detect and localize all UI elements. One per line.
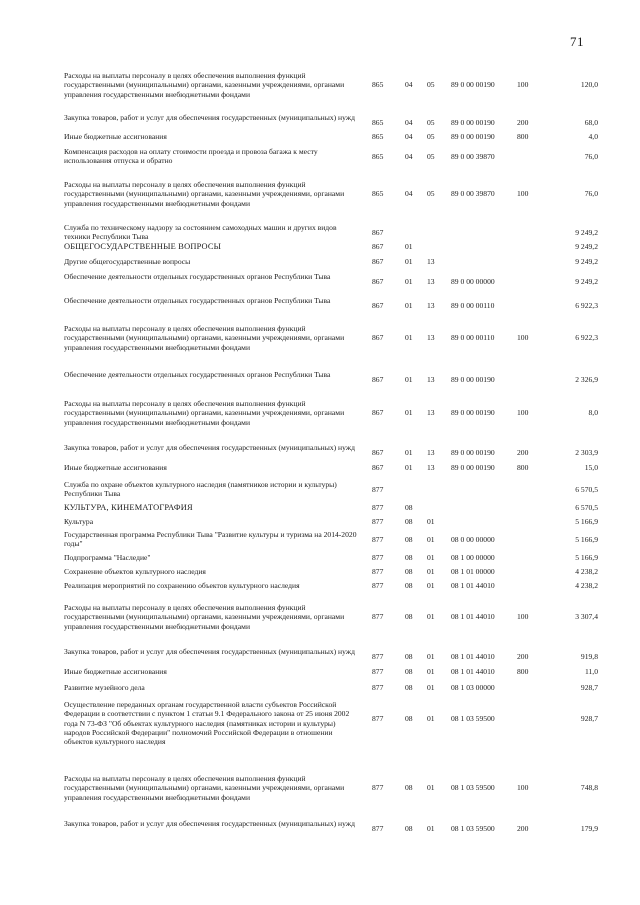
row-name: Служба по охране объектов культурного наследия (памятников истории и культуры) Республики Тыва (64, 480, 337, 499)
row-code: 877 (372, 783, 384, 792)
row-name: КУЛЬТУРА, КИНЕМАТОГРАФИЯ (64, 503, 193, 512)
row-code: 867 (372, 242, 384, 251)
row-expense-type: 200 (517, 824, 529, 833)
row-podrazdel: 01 (427, 683, 435, 692)
row-name: Закупка товаров, работ и услуг для обеспечения государственных (муниципальных) нужд (64, 819, 355, 828)
row-podrazdel: 01 (427, 567, 435, 576)
row-podrazdel: 01 (427, 517, 435, 526)
row-code: 877 (372, 667, 384, 676)
row-target-article: 08 1 03 59500 (451, 714, 495, 723)
row-code: 867 (372, 375, 384, 384)
row-name: Развитие музейного дела (64, 683, 145, 692)
row-code: 877 (372, 567, 384, 576)
row-name: Обеспечение деятельности отдельных государственных органов Республики Тыва (64, 296, 331, 305)
row-code: 867 (372, 301, 384, 310)
row-expense-type: 100 (517, 408, 529, 417)
row-podrazdel: 13 (427, 408, 435, 417)
row-name: Компенсация расходов на оплату стоимости проезда и провоза багажа к месту использования отпуска и обратно (64, 147, 318, 166)
row-razdel: 04 (405, 118, 413, 127)
row-name: Расходы на выплаты персоналу в целях обеспечения выполнения функций государственными (муниципальными) органами, казенными учреждениями, органами управления государственными внебюджетными фондами (64, 71, 345, 99)
row-podrazdel: 13 (427, 463, 435, 472)
row-podrazdel: 01 (427, 714, 435, 723)
row-amount: 76,0 (584, 189, 598, 198)
row-name: Иные бюджетные ассигнования (64, 132, 167, 141)
row-target-article: 89 0 00 00110 (451, 333, 495, 342)
row-amount: 2 326,9 (575, 375, 598, 384)
row-razdel: 08 (405, 652, 413, 661)
row-razdel: 08 (405, 553, 413, 562)
row-amount: 4,0 (588, 132, 598, 141)
row-podrazdel: 05 (427, 189, 435, 198)
row-podrazdel: 13 (427, 257, 435, 266)
row-code: 877 (372, 517, 384, 526)
row-expense-type: 200 (517, 118, 529, 127)
row-code: 865 (372, 189, 384, 198)
row-razdel: 08 (405, 581, 413, 590)
row-amount: 4 238,2 (575, 581, 598, 590)
row-podrazdel: 13 (427, 375, 435, 384)
row-code: 877 (372, 553, 384, 562)
row-code: 867 (372, 448, 384, 457)
row-name: Расходы на выплаты персоналу в целях обеспечения выполнения функций государственными (муниципальными) органами, казенными учреждениями, органами управления государственными внебюджетными фондами (64, 180, 345, 208)
row-target-article: 08 0 00 00000 (451, 535, 495, 544)
row-podrazdel: 05 (427, 118, 435, 127)
row-amount: 179,9 (580, 824, 598, 833)
row-amount: 120,0 (580, 80, 598, 89)
row-podrazdel: 05 (427, 152, 435, 161)
row-amount: 4 238,2 (575, 567, 598, 576)
row-target-article: 89 0 00 00190 (451, 408, 495, 417)
row-code: 865 (372, 132, 384, 141)
row-code: 877 (372, 612, 384, 621)
row-target-article: 08 1 03 00000 (451, 683, 495, 692)
row-podrazdel: 01 (427, 612, 435, 621)
row-amount: 5 166,9 (575, 553, 598, 562)
row-podrazdel: 01 (427, 535, 435, 544)
row-expense-type: 100 (517, 80, 529, 89)
row-razdel: 08 (405, 783, 413, 792)
row-amount: 5 166,9 (575, 535, 598, 544)
row-name: Осуществление переданных органам государственной власти субъектов Российской Федерации в соответствии с пунктом 1 статьи 9.1 Федерального закона от 25 июня 2002 года N 73-ФЗ "Об объектах культурного наследия (памятниках истории и культуры) народов Российской Федерации" полномочий Российской Федерации в отношении объектов культурного наследия (64, 700, 350, 747)
row-amount: 928,7 (580, 714, 598, 723)
row-target-article: 08 1 01 44010 (451, 612, 495, 621)
row-name: Закупка товаров, работ и услуг для обеспечения государственных (муниципальных) нужд (64, 113, 355, 122)
row-target-article: 08 1 01 44010 (451, 652, 495, 661)
row-name: Обеспечение деятельности отдельных государственных органов Республики Тыва (64, 370, 331, 379)
row-expense-type: 200 (517, 448, 529, 457)
row-amount: 8,0 (588, 408, 598, 417)
row-name: Государственная программа Республики Тыва "Развитие культуры и туризма на 2014-2020 годы" (64, 530, 357, 549)
row-amount: 6 570,5 (575, 503, 598, 512)
row-podrazdel: 13 (427, 448, 435, 457)
row-target-article: 89 0 00 39870 (451, 189, 495, 198)
row-code: 877 (372, 485, 384, 494)
row-razdel: 08 (405, 714, 413, 723)
row-razdel: 08 (405, 683, 413, 692)
row-razdel: 08 (405, 667, 413, 676)
row-podrazdel: 01 (427, 581, 435, 590)
row-name: Расходы на выплаты персоналу в целях обеспечения выполнения функций государственными (муниципальными) органами, казенными учреждениями, органами управления государственными внебюджетными фондами (64, 603, 345, 631)
row-code: 867 (372, 333, 384, 342)
row-name: Культура (64, 517, 94, 526)
row-code: 877 (372, 535, 384, 544)
row-target-article: 89 0 00 00190 (451, 132, 495, 141)
row-razdel: 04 (405, 152, 413, 161)
row-amount: 9 249,2 (575, 257, 598, 266)
row-code: 867 (372, 463, 384, 472)
row-name: Расходы на выплаты персоналу в целях обеспечения выполнения функций государственными (муниципальными) органами, казенными учреждениями, органами управления государственными внебюджетными фондами (64, 774, 345, 802)
row-razdel: 01 (405, 277, 413, 286)
row-target-article: 89 0 00 39870 (451, 152, 495, 161)
row-amount: 928,7 (580, 683, 598, 692)
row-razdel: 01 (405, 257, 413, 266)
row-code: 867 (372, 408, 384, 417)
row-podrazdel: 13 (427, 301, 435, 310)
row-target-article: 08 1 01 44010 (451, 667, 495, 676)
row-amount: 6 570,5 (575, 485, 598, 494)
row-podrazdel: 01 (427, 667, 435, 676)
row-podrazdel: 01 (427, 824, 435, 833)
row-name: Расходы на выплаты персоналу в целях обеспечения выполнения функций государственными (муниципальными) органами, казенными учреждениями, органами управления государственными внебюджетными фондами (64, 324, 345, 352)
row-razdel: 01 (405, 242, 413, 251)
row-expense-type: 100 (517, 333, 529, 342)
row-podrazdel: 01 (427, 783, 435, 792)
row-razdel: 01 (405, 408, 413, 417)
row-podrazdel: 13 (427, 333, 435, 342)
row-amount: 6 922,3 (575, 333, 598, 342)
row-name: ОБЩЕГОСУДАРСТВЕННЫЕ ВОПРОСЫ (64, 242, 222, 251)
row-amount: 76,0 (584, 152, 598, 161)
row-code: 867 (372, 228, 384, 237)
row-podrazdel: 05 (427, 80, 435, 89)
row-code: 867 (372, 257, 384, 266)
row-target-article: 08 1 01 00000 (451, 567, 495, 576)
row-target-article: 08 1 00 00000 (451, 553, 495, 562)
row-amount: 2 303,9 (575, 448, 598, 457)
row-name: Обеспечение деятельности отдельных государственных органов Республики Тыва (64, 272, 331, 281)
row-razdel: 08 (405, 517, 413, 526)
row-razdel: 08 (405, 824, 413, 833)
row-razdel: 04 (405, 80, 413, 89)
row-podrazdel: 13 (427, 277, 435, 286)
row-name: Закупка товаров, работ и услуг для обеспечения государственных (муниципальных) нужд (64, 647, 355, 656)
row-amount: 9 249,2 (575, 228, 598, 237)
row-code: 867 (372, 277, 384, 286)
row-razdel: 01 (405, 448, 413, 457)
row-razdel: 04 (405, 189, 413, 198)
row-amount: 748,8 (580, 783, 598, 792)
row-code: 877 (372, 824, 384, 833)
row-amount: 68,0 (584, 118, 598, 127)
row-razdel: 08 (405, 535, 413, 544)
row-target-article: 89 0 00 00000 (451, 277, 495, 286)
row-name: Расходы на выплаты персоналу в целях обеспечения выполнения функций государственными (муниципальными) органами, казенными учреждениями, органами управления государственными внебюджетными фондами (64, 399, 345, 427)
row-target-article: 89 0 00 00190 (451, 463, 495, 472)
row-name: Закупка товаров, работ и услуг для обеспечения государственных (муниципальных) нужд (64, 443, 355, 452)
row-razdel: 04 (405, 132, 413, 141)
row-code: 865 (372, 80, 384, 89)
row-razdel: 01 (405, 333, 413, 342)
row-amount: 15,0 (584, 463, 598, 472)
row-target-article: 89 0 00 00110 (451, 301, 495, 310)
row-target-article: 08 1 03 59500 (451, 824, 495, 833)
row-name: Сохранение объектов культурного наследия (64, 567, 206, 576)
row-amount: 3 307,4 (575, 612, 598, 621)
row-razdel: 08 (405, 567, 413, 576)
row-name: Реализация мероприятий по сохранению объектов культурного наследия (64, 581, 300, 590)
row-podrazdel: 01 (427, 553, 435, 562)
row-name: Другие общегосударственные вопросы (64, 257, 191, 266)
row-podrazdel: 01 (427, 652, 435, 661)
row-code: 865 (372, 118, 384, 127)
row-code: 877 (372, 581, 384, 590)
row-amount: 9 249,2 (575, 242, 598, 251)
row-razdel: 08 (405, 612, 413, 621)
row-razdel: 01 (405, 463, 413, 472)
row-code: 865 (372, 152, 384, 161)
row-expense-type: 100 (517, 783, 529, 792)
row-code: 877 (372, 503, 384, 512)
row-amount: 5 166,9 (575, 517, 598, 526)
row-code: 877 (372, 683, 384, 692)
row-name: Иные бюджетные ассигнования (64, 667, 167, 676)
row-podrazdel: 05 (427, 132, 435, 141)
row-expense-type: 800 (517, 132, 529, 141)
row-code: 877 (372, 714, 384, 723)
row-target-article: 89 0 00 00190 (451, 448, 495, 457)
row-amount: 919,8 (580, 652, 598, 661)
row-razdel: 01 (405, 375, 413, 384)
row-target-article: 89 0 00 00190 (451, 80, 495, 89)
row-amount: 11,0 (584, 667, 598, 676)
row-razdel: 08 (405, 503, 413, 512)
row-expense-type: 800 (517, 463, 529, 472)
row-expense-type: 100 (517, 612, 529, 621)
row-expense-type: 800 (517, 667, 529, 676)
row-expense-type: 100 (517, 189, 529, 198)
row-name: Подпрограмма "Наследие" (64, 553, 151, 562)
row-target-article: 08 1 03 59500 (451, 783, 495, 792)
row-target-article: 89 0 00 00190 (451, 375, 495, 384)
row-amount: 9 249,2 (575, 277, 598, 286)
row-target-article: 89 0 00 00190 (451, 118, 495, 127)
row-target-article: 08 1 01 44010 (451, 581, 495, 590)
row-name: Служба по техническому надзору за состоянием самоходных машин и других видов техники Республики Тыва (64, 223, 337, 242)
row-expense-type: 200 (517, 652, 529, 661)
page-number: 71 (570, 34, 584, 49)
row-amount: 6 922,3 (575, 301, 598, 310)
row-code: 877 (372, 652, 384, 661)
row-razdel: 01 (405, 301, 413, 310)
row-name: Иные бюджетные ассигнования (64, 463, 167, 472)
